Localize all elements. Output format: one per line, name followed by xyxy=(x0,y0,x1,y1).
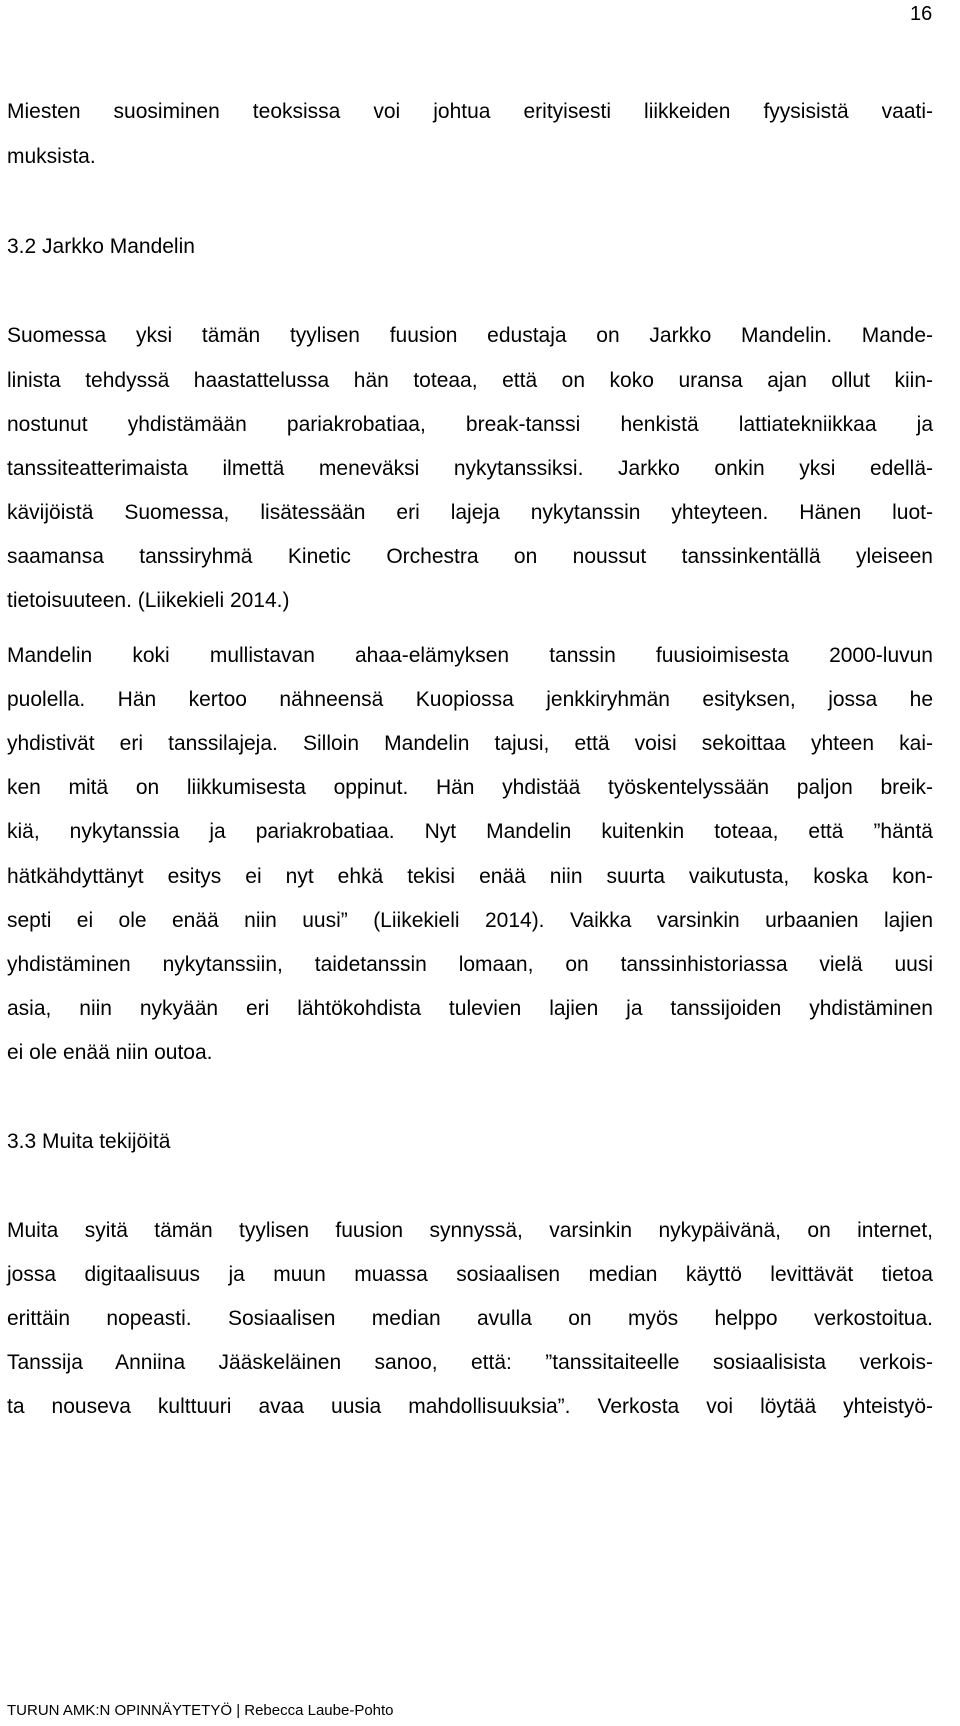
section-heading-3-2: 3.2 Jarkko Mandelin xyxy=(7,235,195,258)
text-line: kävijöistä Suomessa, lisätessään eri lajeja nykytanssin yhteyteen. Hänen luot- xyxy=(7,501,933,524)
text-line: jossa digitaalisuus ja muun muassa sosiaalisen median käyttö levittävät tietoa xyxy=(7,1263,933,1286)
text-line: puolella. Hän kertoo nähneensä Kuopiossa jenkkiryhmän esityksen, jossa he xyxy=(7,688,933,711)
text-line: ei ole enää niin outoa. xyxy=(7,1041,213,1064)
text-line: Suomessa yksi tämän tyylisen fuusion edustaja on Jarkko Mandelin. Mande- xyxy=(7,324,933,347)
text-line: Mandelin koki mullistavan ahaa-elämyksen tanssin fuusioimisesta 2000-luvun xyxy=(7,644,933,667)
text-line: Muita syitä tämän tyylisen fuusion synnyssä, varsinkin nykypäivänä, on internet, xyxy=(7,1219,933,1242)
text-line: saamansa tanssiryhmä Kinetic Orchestra on noussut tanssinkentällä yleiseen xyxy=(7,545,933,568)
text-line: tietoisuuteen. (Liikekieli 2014.) xyxy=(7,589,290,612)
text-line: muksista. xyxy=(7,145,96,168)
page-footer: TURUN AMK:N OPINNÄYTETYÖ | Rebecca Laube-Pohto xyxy=(7,1702,394,1719)
text-line: Tanssija Anniina Jääskeläinen sanoo, että: ”tanssitaiteelle sosiaalisista verkois- xyxy=(7,1351,933,1374)
text-line: ta nouseva kulttuuri avaa uusia mahdollisuuksia”. Verkosta voi löytää yhteistyö- xyxy=(7,1395,933,1418)
text-line: yhdistivät eri tanssilajeja. Silloin Mandelin tajusi, että voisi sekoittaa yhteen kai- xyxy=(7,732,933,755)
text-line: yhdistäminen nykytanssiin, taidetanssin lomaan, on tanssinhistoriassa vielä uusi xyxy=(7,953,933,976)
page-number: 16 xyxy=(910,3,933,25)
text-line: asia, niin nykyään eri lähtökohdista tulevien lajien ja tanssijoiden yhdistäminen xyxy=(7,997,933,1020)
text-line: linista tehdyssä haastattelussa hän toteaa, että on koko uransa ajan ollut kiin- xyxy=(7,369,933,392)
text-line: tanssiteatterimaista ilmettä meneväksi nykytanssiksi. Jarkko onkin yksi edellä- xyxy=(7,457,933,480)
text-line: septi ei ole enää niin uusi” (Liikekieli 2014). Vaikka varsinkin urbaanien lajien xyxy=(7,909,933,932)
text-line: Miesten suosiminen teoksissa voi johtua erityisesti liikkeiden fyysisistä vaati- xyxy=(7,100,933,123)
text-line: hätkähdyttänyt esitys ei nyt ehkä tekisi enää niin suurta vaikutusta, koska kon- xyxy=(7,865,933,888)
text-line: kiä, nykytanssia ja pariakrobatiaa. Nyt Mandelin kuitenkin toteaa, että ”häntä xyxy=(7,820,933,843)
text-line: nostunut yhdistämään pariakrobatiaa, break-tanssi henkistä lattiatekniikkaa ja xyxy=(7,413,933,436)
text-line: erittäin nopeasti. Sosiaalisen median avulla on myös helppo verkostoitua. xyxy=(7,1307,933,1330)
text-line: ken mitä on liikkumisesta oppinut. Hän yhdistää työskentelyssään paljon breik- xyxy=(7,776,933,799)
section-heading-3-3: 3.3 Muita tekijöitä xyxy=(7,1130,171,1153)
